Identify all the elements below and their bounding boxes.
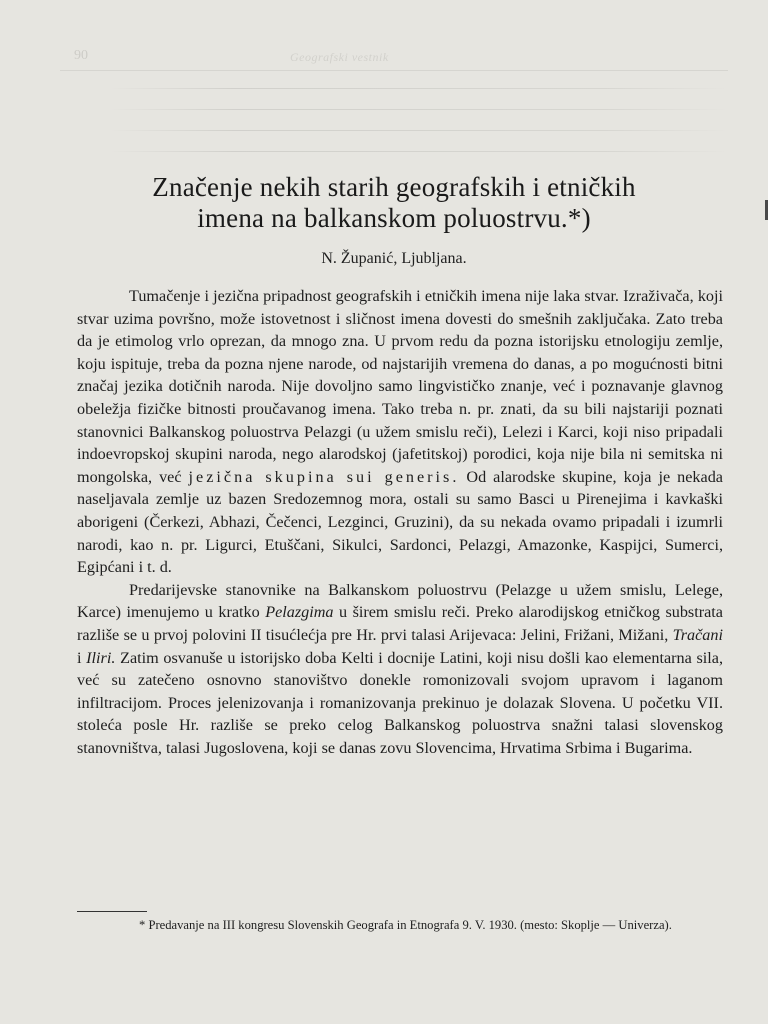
bleed-running-title: Geografski vestnik: [290, 50, 389, 64]
article-body: [77, 285, 723, 759]
footnote-text: * Predavanje na III kongresu Slovenskih Geografa in Etnografa 9. V. 1930. (mesto: Skoplje — Univerza).: [139, 918, 672, 932]
footnote: [77, 916, 723, 934]
author-line: N. Županić, Ljubljana.: [321, 250, 467, 267]
paragraph-1-spaced-emphasis: jezična skupina sui generis.: [188, 467, 460, 486]
paragraph-2-italic-tracani: Tračani: [672, 625, 723, 644]
footnote-rule: [77, 911, 147, 912]
paragraph-2: [77, 579, 723, 760]
paragraph-1-text-b: Od alarodske skupine, koja je nekada naseljavala zemlje uz bazen Sredozemnog mora, ostali su samo Basci u Pirenejima i kavkaški aborigeni (Čerkezi, Abhazi, Čečenci, Lezginci, Gruzini), da su nekada ovamo pripadali i izumrli narodi, kao n. pr. Ligurci, Etuščani, Sikulci, Sardonci, Pelazgi, Amazonke, Kaspijci, Sumerci, Egipćani i t. d.: [77, 467, 723, 577]
paragraph-2-text-d: Zatim osvanuše u istorijsko doba Kelti i docnije Latini, koji nisu došli kao elementarna sila, već su zatečeno osnovno stanovištvo donekle romonizovali svojom upravom i laganom infiltracijom. Proces jelenizovanja i romanizovanja prekinuo je dolazak Slovena. U početku VII. stoleća posle Hr. razliše se preko celog Balkanskog poluostrva snažni talasi slovenskog stanovništva, talasi Jugoslovena, koji se danas zovu Slovencima, Hrvatima Srbima i Bugarima.: [77, 648, 723, 757]
paragraph-2-italic-iliri: Iliri.: [86, 648, 116, 667]
paragraph-2-text-b: u širem smislu reči. Preko alarodijskog etničkog substrata razliše se u prvoj polovini II tisućlećja pre Hr. prvi talasi Arijevaca: Jelini, Frižani, Mižani,: [77, 603, 723, 644]
title-line-2: imena na balkanskom poluostrvu.*): [197, 203, 591, 233]
title-line-1: Značenje nekih starih geografskih i etničkih: [152, 172, 636, 202]
bleed-page-number: 90: [74, 48, 88, 63]
paragraph-2-italic-pelazgima: Pelazgima: [265, 603, 334, 622]
bleed-through-header: [60, 44, 728, 71]
article-title: [60, 172, 728, 234]
paragraph-1: [77, 285, 723, 579]
paragraph-1-text-a: Tumačenje i jezična pripadnost geografskih i etničkih imena nije laka stvar. Izraživača, koji stvar uzima površno, može istovetnost i sličnost imena dovesti do smešnih zaključaka. Zato treba da je etimolog vrlo oprezan, da mnogo zna. U prvom redu da pozna istorijsku etnologiju zemlje, koju ispituje, treba da pozna njene narode, od najstarijih vremena do danas, a po mogućnosti bitni značaj jezika dotičnih naroda. Nije dovoljno samo lingvističko znanje, već i poznavanje glavnog obeležja fizičke bitnosti proučavanog imena. Tako treba n. pr. znati, da su bili najstariji poznati stanovnici Balkanskog poluostrva Pelazgi (u užem smislu reči), Lelezi i Karci, koji niso pripadali indoevropskoj skupini naroda, nego alarodskoj (jafetitskoj) porodici, koja nije bila ni semitska ni mongolska, već: [77, 287, 723, 486]
paragraph-2-text-c: i: [77, 648, 87, 667]
paragraph-2-text-a: Predarijevske stanovnike na Balkanskom poluostrvu (Pelazge u užem smislu, Lelege, Karce) imenujemo u kratko: [77, 580, 723, 622]
bleed-through-text: [110, 88, 728, 178]
